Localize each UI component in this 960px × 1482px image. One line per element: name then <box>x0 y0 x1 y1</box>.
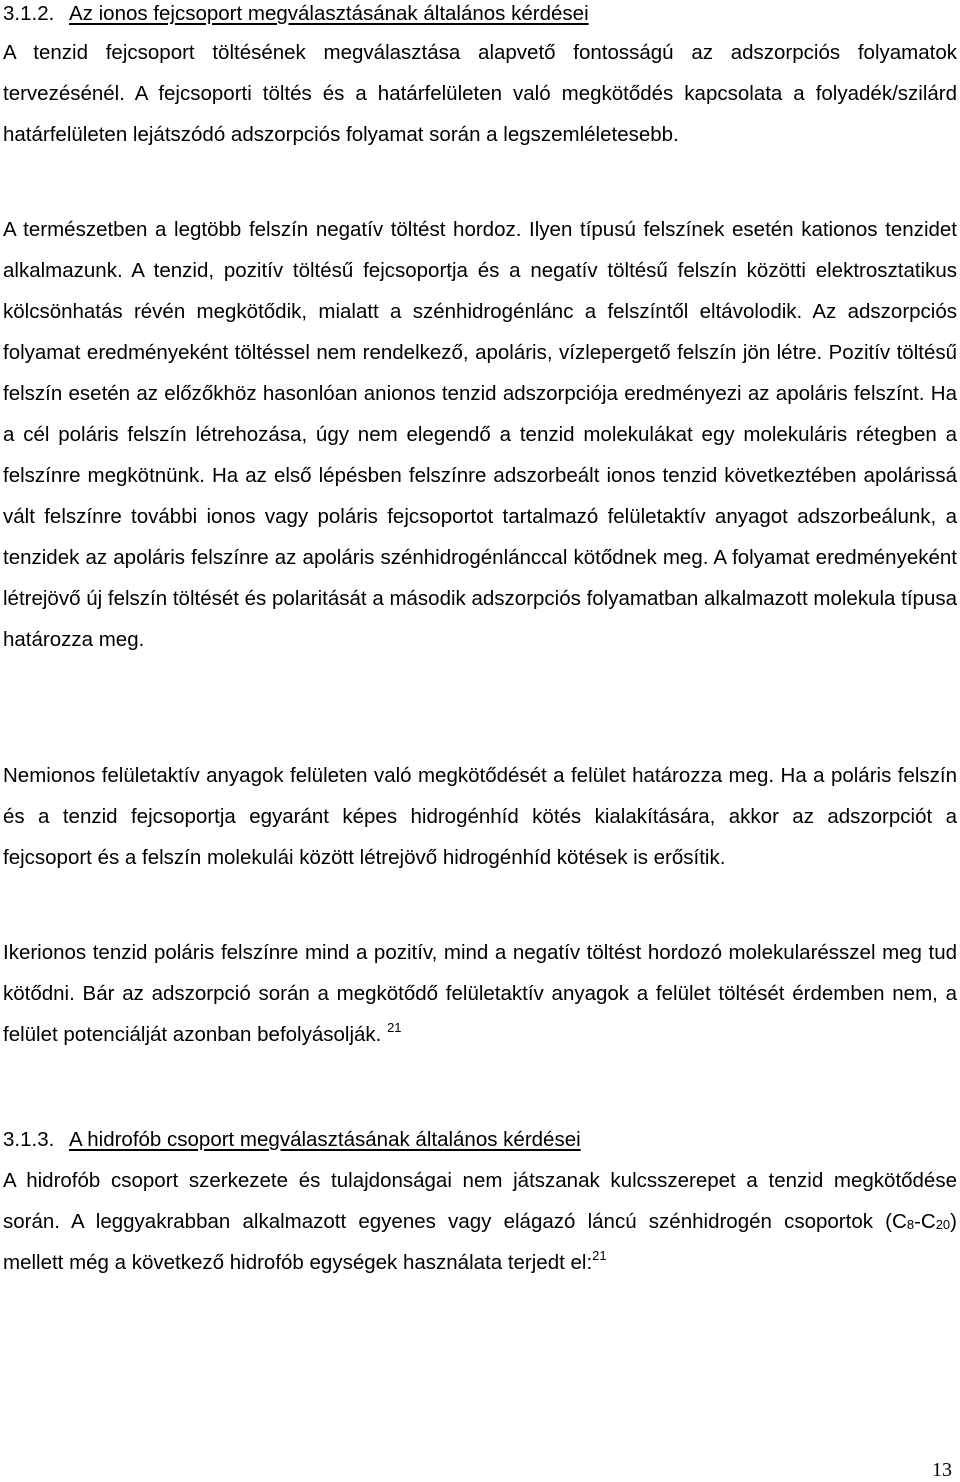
paragraph-text: Ikerionos tenzid poláris felszínre mind a pozitív, mind a negatív töltést hordozó molekularésszel meg tud kötődni. Bár az adszorpció során a megkötődő felületaktív anyagok a felület töltését érdemben nem, a felület potenciálját azonban befolyásolják. <box>3 941 957 1046</box>
paragraph-ikerionos <box>3 932 957 1055</box>
page-number: 13 <box>932 1459 952 1481</box>
subscript: 20 <box>935 1217 951 1232</box>
section-number: 3.1.2. <box>3 2 55 25</box>
subscript: 8 <box>906 1217 915 1232</box>
reference-marker: 21 <box>592 1248 607 1263</box>
paragraph-nemionos: Nemionos felületaktív anyagok felületen való megkötődését a felület határozza meg. Ha a poláris felszín és a tenzid fejcsoportja egyaránt képes hidrogénhíd kötés kialakítására, akkor az adszorpciót a fejcsoport és a felszín molekulái között létrejövő hidrogénhíd kötések is erősítik. <box>3 764 957 869</box>
section-title: A hidrofób csoport megválasztásának általános kérdései <box>69 1128 581 1151</box>
section-number: 3.1.3. <box>3 1128 55 1151</box>
reference-marker: 21 <box>387 1020 402 1035</box>
paragraph-negativ-felszin: A természetben a legtöbb felszín negatív töltést hordoz. Ilyen típusú felszínek esetén kationos tenzidet alkalmazunk. A tenzid, pozitív töltésű fejcsoportja és a negatív töltésű felszín közötti elektrosztatikus kölcsönhatás révén megkötődik, mialatt a szénhidrogénlánc a felszíntől eltávolodik. Az adszorpciós folyamat eredményeként töltéssel nem rendelkező, apoláris, vízlepergető felszín jön létre. Pozitív töltésű felszín esetén az előzőkhöz hasonlóan anionos tenzid adszorpciója eredményezi az apoláris felszínt. Ha a cél poláris felszín létrehozása, úgy nem elegendő a tenzid molekulákat egy molekuláris rétegben a felszínre megkötnünk. Ha az első lépésben felszínre adszorbeált ionos tenzid következtében apolárissá vált felszínre további ionos vagy poláris fejcsoportot tartalmazó felületaktív anyagot adszorbeálunk, a tenzidek az apoláris felszínre az apoláris szénhidrogénlánccal kötődnek meg. A folyamat eredményeként létrejövő új felszín töltését és polaritását a második adszorpciós folyamatban alkalmazott molekula típusa határozza meg. <box>3 218 957 651</box>
paragraph-hidrofob-csoport: A hidrofób csoport szerkezete és tulajdonságai nem játszanak kulcsszerepet a tenzid megkötődése során. A leggyakrabban alkalmazott egyenes vagy elágazó láncú szénhidrogén csoportok $(C_8-C_{20})$ mellett még a következő hidrofób egységek használata terjedt el:$^{21}$ <box>3 1169 957 1274</box>
paragraph-fejcsoport-intro: A tenzid fejcsoport töltésének megválasztása alapvető fontosságú az adszorpciós folyamatok tervezésénél. A fejcsoporti töltés és a határfelületen való megkötődés kapcsolata a folyadék/szilárd határfelületen lejátszódó adszorpciós folyamat során a legszemléletesebb. <box>3 41 957 146</box>
section-title: Az ionos fejcsoport megválasztásának általános kérdései <box>69 2 589 25</box>
section-heading-3-1-3 <box>3 1127 957 1153</box>
section-heading-3-1-2 <box>3 1 957 27</box>
